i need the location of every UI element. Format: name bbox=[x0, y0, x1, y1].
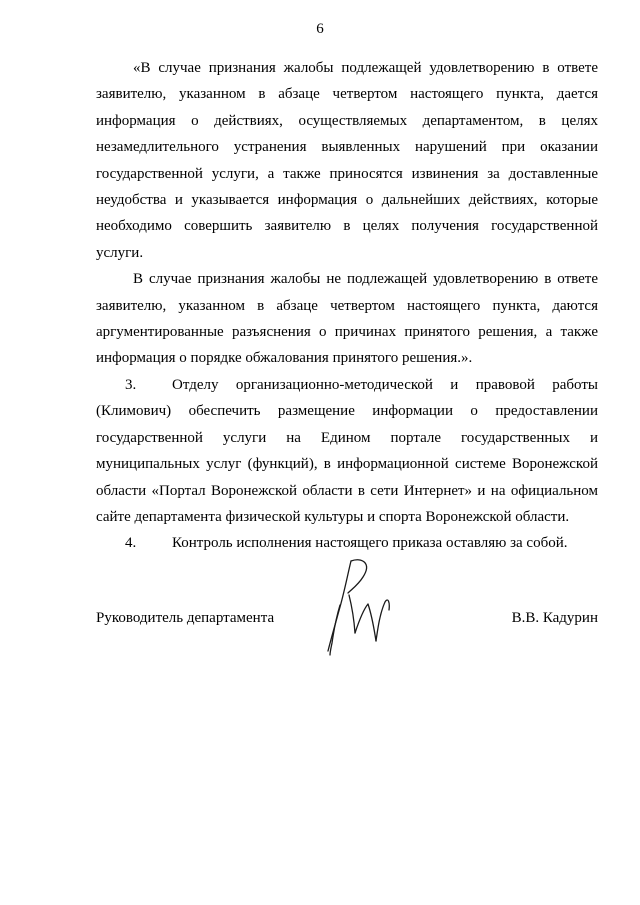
paragraph-complaint-rejected: В случае признания жалобы не подлежащей удовлетворению в ответе заявителю, указанном в абзаце четвертом настоящего пункта, даются аргументированные разъяснения о причинах принятого решения, а также информация о порядке обжалования принятого решения.». bbox=[96, 271, 598, 367]
paragraph-complaint-satisfied: «В случае признания жалобы подлежащей удовлетворению в ответе заявителю, указанном в абзаце четвертом настоящего пункта, дается информация о действиях, осуществляемых департаментом, в целях незамедлительного устранения выявленных нарушений при оказании государственной услуги, а также приносятся извинения за доставленные неудобства и указывается информация о дальнейших действиях, которые необходимо совершить заявителю в целях получения государственной услуги. bbox=[96, 60, 598, 261]
item-number: 4. bbox=[125, 535, 137, 552]
item-text: Контроль исполнения настоящего приказа оставляю за собой. bbox=[172, 535, 568, 552]
item-text: Отделу организационно-методической и правовой работы (Климович) обеспечить размещение информации о предоставлении государственной услуги на Едином портале государственных и муниципальных услуг (функций), в информационной системе Воронежской области «Портал Воронежской области в сети Интернет» и на официальном сайте департамента физической культуры и спорта Воронежской области. bbox=[96, 376, 598, 525]
signatory-position: Руководитель департамента bbox=[96, 610, 275, 626]
item-number: 3. bbox=[125, 376, 137, 393]
numbered-item bbox=[96, 372, 598, 530]
handwritten-signature bbox=[318, 555, 393, 660]
numbered-item bbox=[96, 530, 598, 556]
page-number: 6 bbox=[316, 21, 324, 37]
signatory-name: В.В. Кадурин bbox=[511, 610, 598, 626]
document-body bbox=[96, 55, 598, 557]
